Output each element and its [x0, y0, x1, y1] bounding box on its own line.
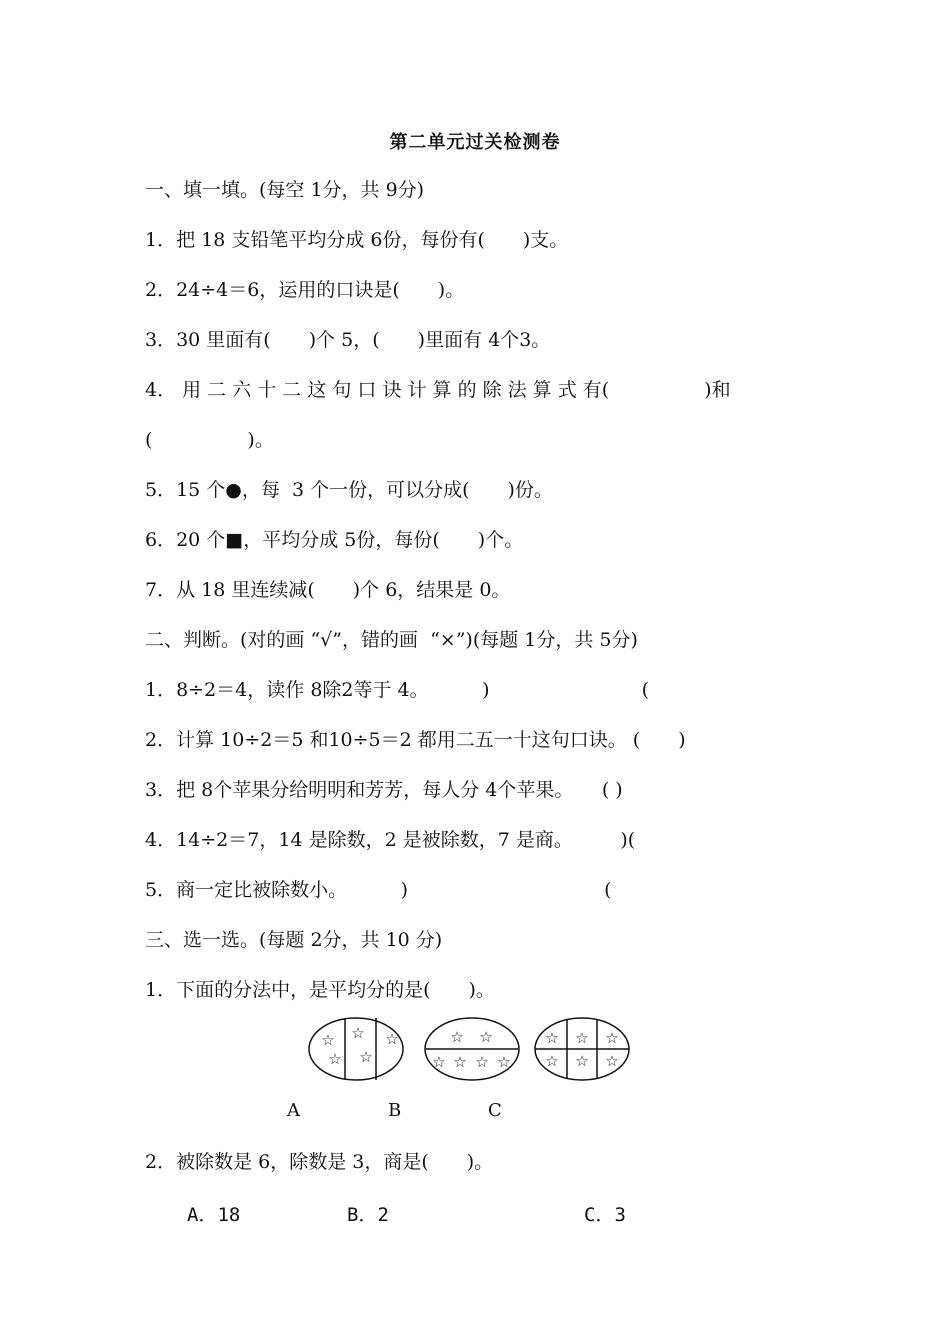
- option-b: B．2: [347, 1204, 389, 1226]
- star-icon: ☆: [432, 1053, 446, 1071]
- star-icon: ☆: [575, 1052, 589, 1070]
- star-icon: ☆: [605, 1029, 619, 1047]
- star-icon: ☆: [479, 1028, 493, 1046]
- question-1-5: 5．15 个●，每 3 个一份，可以分成( )份。: [145, 479, 553, 501]
- question-1-6: 6．20 个■，平均分成 5份，每份( )个。: [145, 529, 524, 551]
- figure-label-a: A: [287, 1100, 300, 1121]
- figure-label-b: B: [388, 1100, 402, 1121]
- question-1-4-line2: ( )。: [145, 429, 274, 451]
- question-1-3: 3．30 里面有( )个 5，( )里面有 4个3。: [145, 329, 551, 351]
- star-icon: ☆: [351, 1024, 365, 1042]
- star-icon: ☆: [575, 1029, 589, 1047]
- question-2-2: 2．计算 10÷2＝5 和10÷5＝2 都用二五一十这句口诀。 ( ): [145, 729, 686, 751]
- question-2-1: 1．8÷2＝4，读作 8除2等于 4。 ) (: [145, 679, 649, 701]
- page-title: 第二单元过关检测卷: [389, 132, 561, 153]
- star-icon: ☆: [497, 1053, 511, 1071]
- question-1-2: 2．24÷4＝6，运用的口诀是( )。: [145, 279, 465, 301]
- star-icon: ☆: [545, 1029, 559, 1047]
- question-1-1: 1．把 18 支铅笔平均分成 6份，每份有( )支。: [145, 229, 569, 251]
- question-1-7: 7．从 18 里连续减( )个 6，结果是 0。: [145, 579, 511, 601]
- question-2-5: 5．商一定比被除数小。 ) (: [145, 879, 612, 901]
- star-icon: ☆: [385, 1030, 399, 1048]
- star-icon: ☆: [475, 1053, 489, 1071]
- option-a: A．18: [187, 1204, 241, 1226]
- figure-label-c: C: [488, 1100, 502, 1121]
- option-c: C．3: [584, 1204, 626, 1226]
- section2-heading: 二、判断。(对的画 “√”，错的画 “×”)(每题 1分，共 5分): [145, 629, 638, 651]
- question-1-4-line1: 4． 用 二 六 十 二 这 句 口 诀 计 算 的 除 法 算 式 有( )和: [145, 379, 731, 401]
- division-figure: [308, 1012, 638, 1092]
- question-3-2: 2．被除数是 6，除数是 3，商是( )。: [145, 1151, 494, 1173]
- star-icon: ☆: [450, 1028, 464, 1046]
- star-icon: ☆: [545, 1052, 559, 1070]
- section1-heading: 一、填一填。(每空 1分，共 9分): [145, 179, 425, 201]
- star-icon: ☆: [605, 1052, 619, 1070]
- question-3-1: 1．下面的分法中，是平均分的是( )。: [145, 979, 495, 1001]
- star-icon: ☆: [359, 1048, 373, 1066]
- question-2-4: 4．14÷2＝7，14 是除数，2 是被除数，7 是商。 )(: [145, 829, 636, 851]
- star-icon: ☆: [321, 1031, 335, 1049]
- question-2-3: 3．把 8个苹果分给明明和芳芳，每人分 4个苹果。 ( ): [145, 779, 623, 801]
- star-icon: ☆: [453, 1053, 467, 1071]
- section3-heading: 三、选一选。(每题 2分，共 10 分): [145, 929, 443, 951]
- star-icon: ☆: [328, 1050, 342, 1068]
